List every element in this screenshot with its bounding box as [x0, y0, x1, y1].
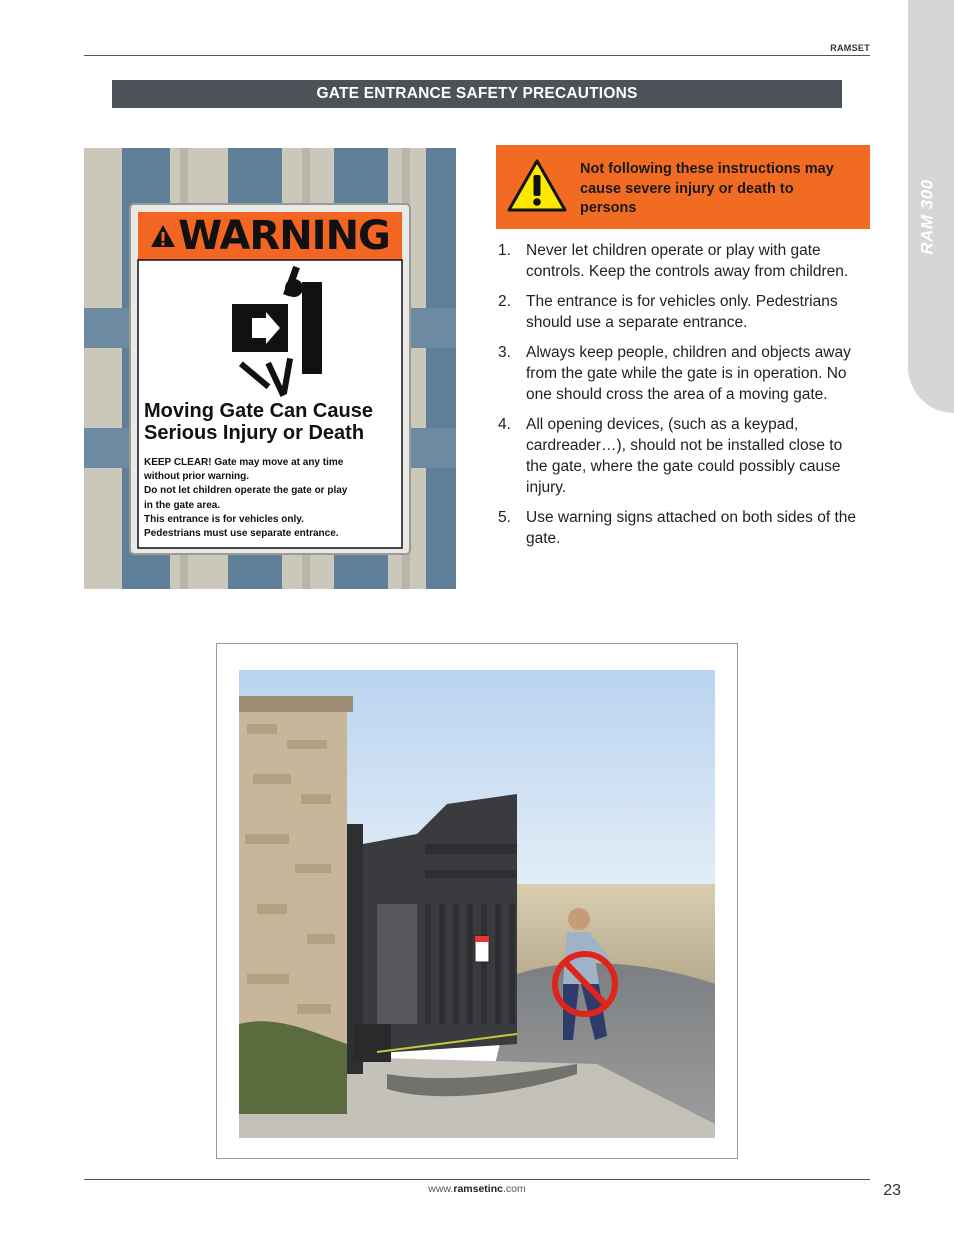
sign-line-5: This entrance is for vehicles only.: [144, 513, 304, 525]
sign-line-4: in the gate area.: [144, 499, 221, 511]
list-item-text: Always keep people, children and objects away from the gate while the gate is in operation. No one should cross the area of a moving gate.: [526, 344, 851, 403]
list-item-number: 1.: [498, 242, 511, 259]
footer-url[interactable]: www.ramsetinc.com: [428, 1183, 526, 1195]
sign-warning-icon: [150, 224, 176, 248]
list-item-number: 3.: [498, 344, 511, 361]
sign-headline-2: Serious Injury or Death: [144, 422, 365, 444]
warning-box-text: Not following these instructions may cause severe injury or death to persons: [580, 161, 834, 216]
list-item: [498, 291, 858, 333]
header-brand: RAMSET: [830, 43, 870, 53]
list-item-text: All opening devices, (such as a keypad, cardreader…), should not be installed close to the gate, where the gate could possibly cause injury.: [526, 416, 843, 496]
sign-header-text: WARNING: [178, 213, 390, 259]
footer-rule: [84, 1179, 870, 1180]
list-item: [498, 507, 858, 549]
list-item-number: 4.: [498, 416, 511, 433]
list-item: [498, 240, 858, 282]
side-tab-label: RAM 300: [918, 178, 937, 255]
sign-body: [144, 400, 400, 541]
sign-line-2: without prior warning.: [144, 471, 249, 483]
sign-header-row: [138, 212, 402, 260]
gate-illustration: [216, 643, 738, 1159]
warning-triangle-icon: [506, 158, 568, 214]
header-rule: [84, 55, 870, 56]
page-number: 23: [883, 1182, 901, 1199]
sign-headline-1: Moving Gate Can Cause: [144, 400, 373, 422]
sign-line-1: KEEP CLEAR! Gate may move at any time: [144, 457, 344, 468]
list-item-text: Use warning signs attached on both sides of the gate.: [526, 509, 857, 547]
section-title: GATE ENTRANCE SAFETY PRECAUTIONS: [112, 80, 842, 108]
list-item-number: 2.: [498, 293, 511, 310]
list-item-number: 5.: [498, 509, 511, 526]
sign-line-6: Pedestrians must use separate entrance.: [144, 528, 339, 540]
list-item-text: Never let children operate or play with gate controls. Keep the controls away from children.: [526, 242, 849, 280]
side-tab-label-wrap: [908, 0, 954, 413]
list-item: [498, 414, 858, 498]
warning-sign-photo: [84, 148, 456, 589]
instruction-list: [498, 240, 858, 558]
warning-box: [496, 145, 870, 229]
list-item-text: The entrance is for vehicles only. Pedestrians should use a separate entrance.: [526, 293, 838, 331]
sign-line-3: Do not let children operate the gate or play: [144, 485, 348, 497]
list-item: [498, 342, 858, 405]
